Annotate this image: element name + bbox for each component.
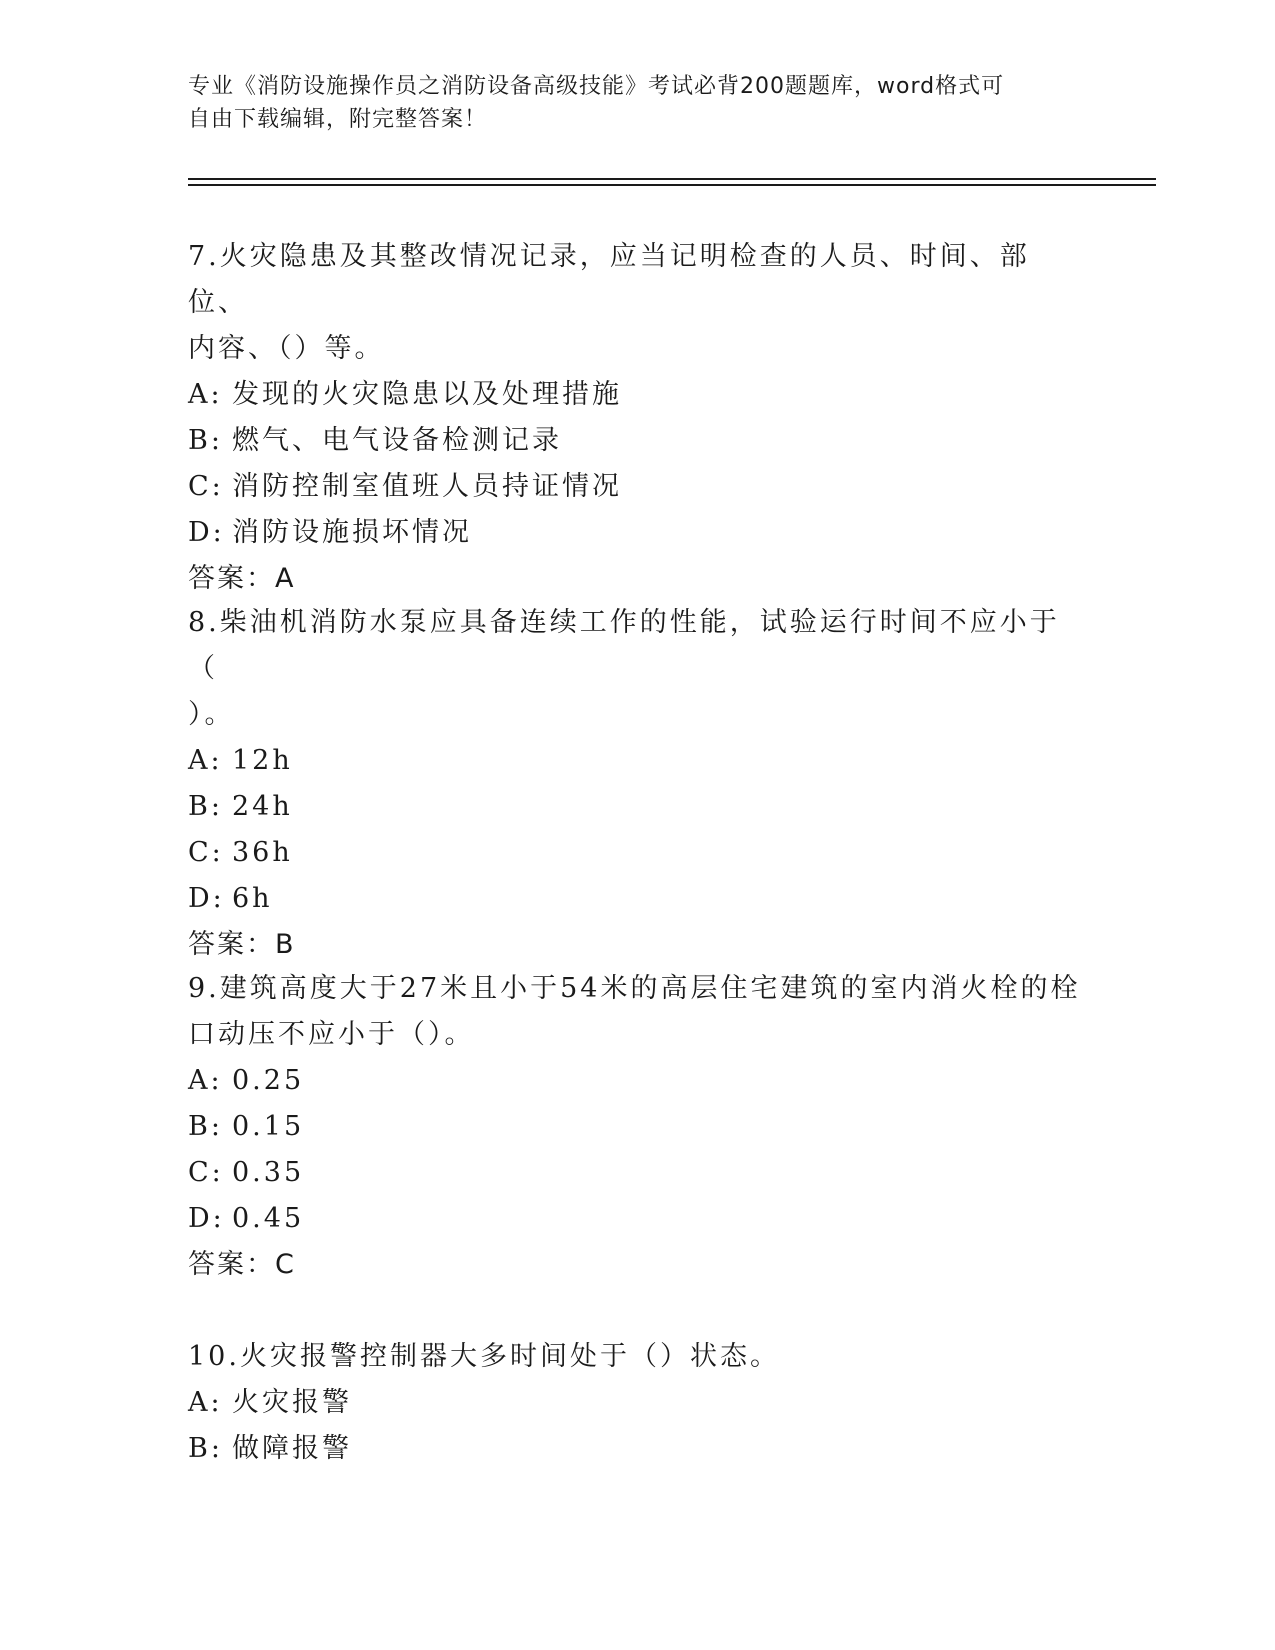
question-stem — [188, 600, 1088, 738]
option-a — [188, 738, 1088, 784]
option-text: 6h — [232, 883, 273, 914]
option-text: 0.15 — [232, 1111, 305, 1142]
option-text: 24h — [232, 791, 293, 822]
question-stem — [188, 1334, 1088, 1380]
answer-line: 答案：A — [188, 563, 296, 594]
header-divider-bottom — [188, 184, 1156, 186]
stem-line-2: 内容、（）等。 — [188, 333, 385, 364]
option-text: 火灾报警 — [232, 1387, 352, 1418]
option-d — [188, 876, 1088, 922]
document-header — [188, 70, 1088, 136]
stem-line-1: 8.柴油机消防水泵应具备连续工作的性能，试验运行时间不应小于（ — [188, 607, 1060, 684]
option-key: D: — [188, 883, 225, 914]
option-key: A: — [188, 745, 223, 776]
option-key: C: — [188, 837, 224, 868]
option-text: 消防控制室值班人员持证情况 — [232, 471, 622, 502]
option-text: 消防设施损坏情况 — [232, 517, 472, 548]
question-stem — [188, 234, 1088, 372]
answer-line: 答案：C — [188, 1249, 296, 1280]
option-c — [188, 1150, 1088, 1196]
option-key: A: — [188, 1065, 223, 1096]
question-10 — [188, 1334, 1088, 1472]
option-text: 36h — [232, 837, 293, 868]
option-a — [188, 1380, 1088, 1426]
question-stem — [188, 966, 1088, 1058]
question-7 — [188, 234, 1088, 602]
stem-line-1: 10.火灾报警控制器大多时间处于（）状态。 — [188, 1341, 780, 1372]
question-9 — [188, 966, 1088, 1288]
header-divider-top — [188, 178, 1156, 180]
answer-line: 答案：B — [188, 929, 296, 960]
option-text: 发现的火灾隐患以及处理措施 — [232, 379, 622, 410]
header-line-2: 自由下载编辑，附完整答案！ — [188, 107, 488, 132]
option-a — [188, 372, 1088, 418]
option-key: C: — [188, 1157, 224, 1188]
option-b — [188, 784, 1088, 830]
option-c — [188, 830, 1088, 876]
option-d — [188, 1196, 1088, 1242]
option-c — [188, 464, 1088, 510]
option-key: B: — [188, 425, 223, 456]
option-key: B: — [188, 1111, 223, 1142]
option-key: D: — [188, 1203, 225, 1234]
stem-line-2: ）。 — [188, 699, 235, 730]
option-text: 0.45 — [232, 1203, 305, 1234]
question-8 — [188, 600, 1088, 968]
option-b — [188, 418, 1088, 464]
option-key: C: — [188, 471, 224, 502]
option-key: D: — [188, 517, 225, 548]
option-key: B: — [188, 1433, 223, 1464]
option-text: 12h — [232, 745, 293, 776]
stem-line-1: 9.建筑高度大于27米且小于54米的高层住宅建筑的室内消火栓的栓 — [188, 973, 1081, 1004]
option-key: A: — [188, 379, 223, 410]
option-a — [188, 1058, 1088, 1104]
stem-line-2: 口动压不应小于（）。 — [188, 1019, 475, 1050]
option-b — [188, 1104, 1088, 1150]
option-text: 0.25 — [232, 1065, 305, 1096]
option-b — [188, 1426, 1088, 1472]
stem-line-1: 7.火灾隐患及其整改情况记录，应当记明检查的人员、时间、部位、 — [188, 241, 1030, 318]
option-key: A: — [188, 1387, 223, 1418]
option-text: 做障报警 — [232, 1433, 352, 1464]
header-line-1: 专业《消防设施操作员之消防设备高级技能》考试必背200题题库，word格式可 — [188, 74, 1005, 99]
option-text: 燃气、电气设备检测记录 — [232, 425, 562, 456]
option-key: B: — [188, 791, 223, 822]
option-d — [188, 510, 1088, 556]
option-text: 0.35 — [232, 1157, 305, 1188]
